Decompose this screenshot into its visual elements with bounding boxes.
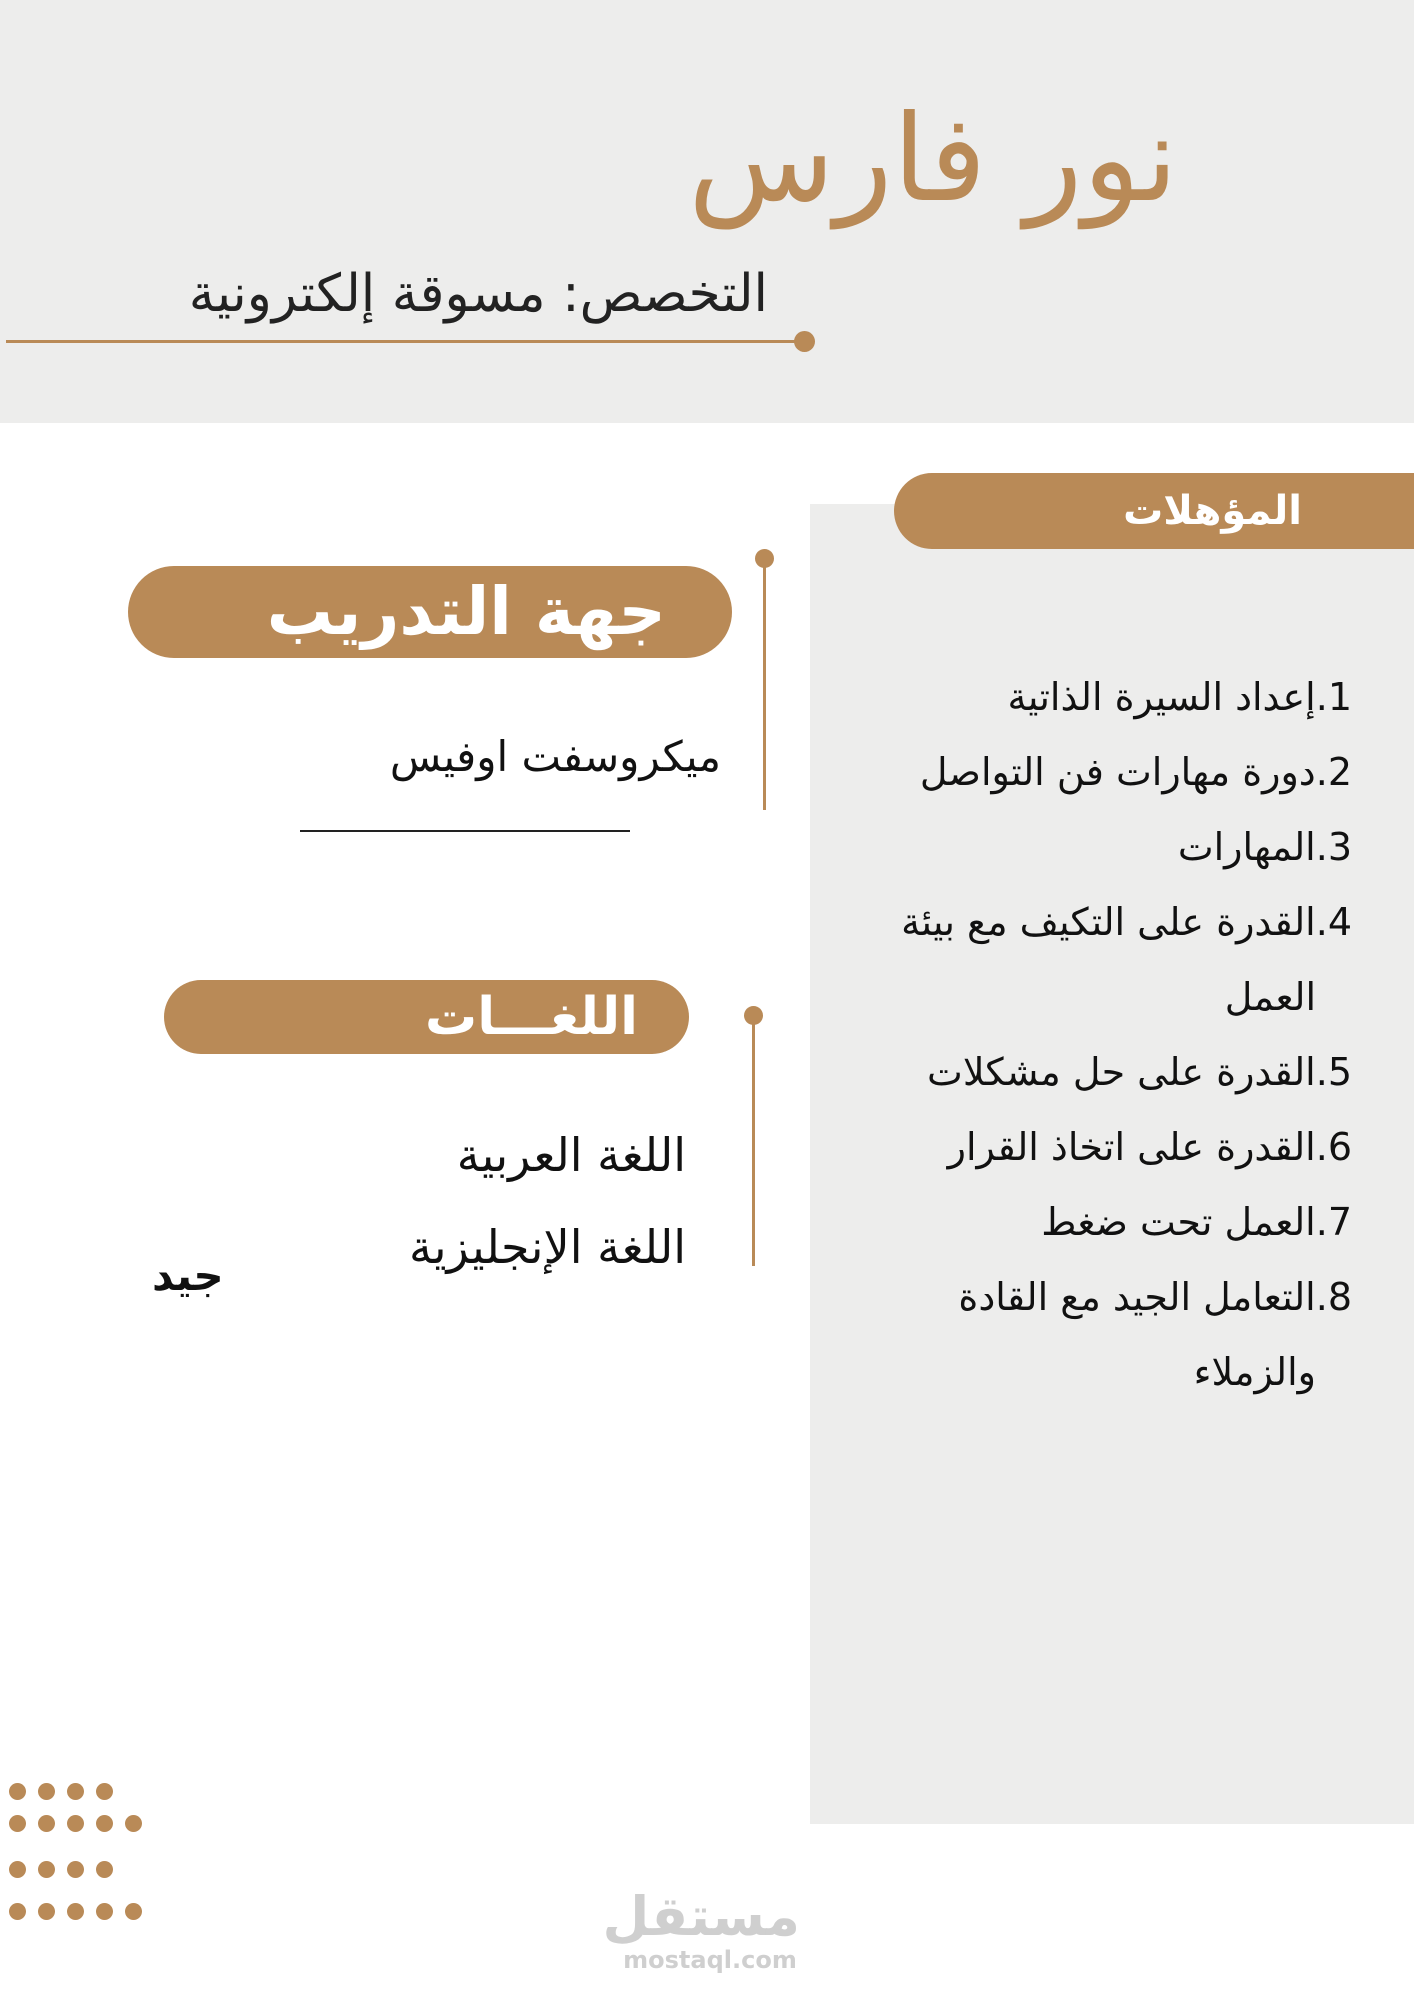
training-organization: ميكروسفت اوفيس	[389, 732, 721, 781]
header-divider-dot	[794, 331, 815, 352]
decor-dot	[38, 1861, 55, 1878]
languages-timeline-line	[752, 1016, 755, 1266]
language-english: اللغة الإنجليزية	[409, 1220, 686, 1274]
qualification-item: 7.العمل تحت ضغط	[1041, 1200, 1352, 1244]
decor-dot	[125, 1815, 142, 1832]
qualification-item: 1.إعداد السيرة الذاتية	[1007, 675, 1352, 719]
watermark-arabic: مستقل	[602, 1885, 800, 1948]
watermark-latin: mostaql.com	[623, 1946, 797, 1974]
qualification-item: 5.القدرة على حل مشكلات	[927, 1050, 1352, 1094]
decor-dot	[67, 1815, 84, 1832]
languages-timeline-dot	[744, 1006, 763, 1025]
watermark	[602, 1885, 800, 1974]
qualification-item: 8.التعامل الجيد مع القادة	[958, 1275, 1352, 1319]
header-divider	[6, 340, 802, 343]
language-arabic: اللغة العربية	[456, 1128, 686, 1182]
training-title: جهة التدريب	[266, 573, 666, 650]
decor-dot	[96, 1861, 113, 1878]
qualification-item-continuation: العمل	[1224, 975, 1316, 1019]
decor-dot	[38, 1783, 55, 1800]
decor-dot	[9, 1903, 26, 1920]
qualification-item: 2.دورة مهارات فن التواصل	[919, 750, 1352, 794]
qualification-item-continuation: والزملاء	[1193, 1350, 1316, 1394]
decor-dot	[38, 1903, 55, 1920]
decor-dot	[9, 1815, 26, 1832]
candidate-name: نور فارس	[688, 90, 1178, 229]
decor-dot	[9, 1861, 26, 1878]
decor-dot	[9, 1783, 26, 1800]
training-divider	[300, 830, 630, 832]
qualification-item: 6.القدرة على اتخاذ القرار	[947, 1125, 1352, 1169]
decor-dot	[125, 1903, 142, 1920]
decor-dot	[96, 1903, 113, 1920]
language-english-level: جيد	[152, 1251, 224, 1300]
qualification-item: 4.القدرة على التكيف مع بيئة	[901, 900, 1352, 944]
qualifications-title: المؤهلات	[1123, 488, 1302, 534]
decor-dot	[67, 1861, 84, 1878]
specialty-line: التخصص: مسوقة إلكترونية	[188, 264, 768, 324]
languages-title: اللغـــات	[424, 987, 638, 1047]
decor-dot	[38, 1815, 55, 1832]
decor-dot	[67, 1903, 84, 1920]
qualifications-list	[812, 660, 1352, 1410]
training-timeline-dot	[755, 549, 774, 568]
training-timeline-line	[763, 560, 766, 810]
decor-dot	[67, 1783, 84, 1800]
decor-dot	[96, 1815, 113, 1832]
decor-dot	[96, 1783, 113, 1800]
qualification-item: 3.المهارات	[1177, 825, 1352, 869]
